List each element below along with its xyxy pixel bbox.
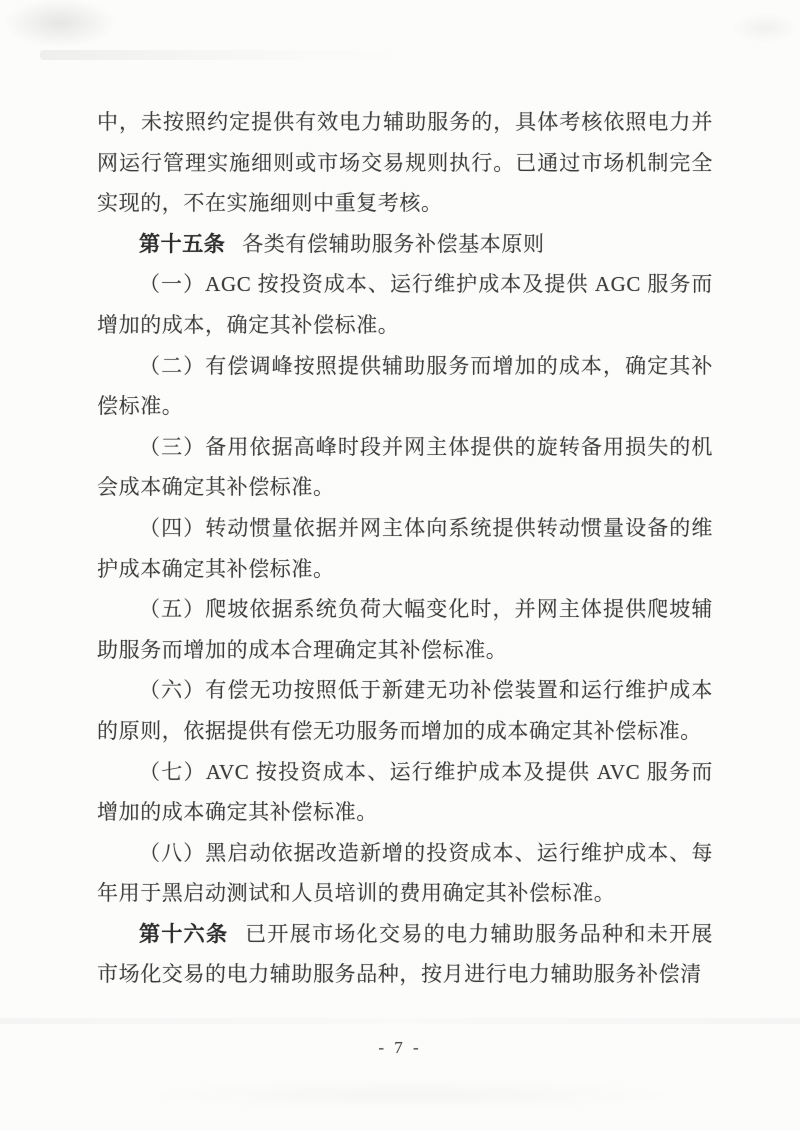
page-number: - 7 - <box>378 1038 422 1057</box>
paragraph-text: （五）爬坡依据系统负荷大幅变化时，并网主体提供爬坡辅助服务而增加的成本合理确定其补偿标准。 <box>97 597 713 662</box>
article-16-text: 已开展市场化交易的电力辅助服务品种和未开展市场化交易的电力辅助服务品种，按月进行电力辅助服务补偿清 <box>97 921 713 987</box>
paragraph-continued <box>97 102 713 224</box>
item-7-avc <box>97 752 713 833</box>
scan-streak-bottom <box>0 1018 800 1024</box>
paragraph-text: （四）转动惯量依据并网主体向系统提供转动惯量设备的维护成本确定其补偿标准。 <box>97 515 713 581</box>
item-1-agc <box>97 264 713 345</box>
article-15-heading <box>97 224 713 265</box>
paragraph-text: （七）AVC 按投资成本、运行维护成本及提供 AVC 服务而增加的成本确定其补偿标准。 <box>97 759 713 825</box>
paragraph-text: （二）有偿调峰按照提供辅助服务而增加的成本，确定其补偿标准。 <box>97 353 713 419</box>
paragraph-text: （六）有偿无功按照低于新建无功补偿装置和运行维护成本的原则，依据提供有偿无功服务而增加的成本确定其补偿标准。 <box>97 678 713 743</box>
item-3-reserve <box>97 427 713 508</box>
item-5-ramping <box>97 589 713 670</box>
paragraph-text: （三）备用依据高峰时段并网主体提供的旋转备用损失的机会成本确定其补偿标准。 <box>97 434 713 500</box>
item-8-black-start <box>97 833 713 914</box>
item-4-rotational-inertia <box>97 508 713 589</box>
scan-streak-top <box>40 50 420 60</box>
scan-smudge-top-right <box>720 8 800 48</box>
item-2-paid-peak-regulation <box>97 346 713 427</box>
article-15-title: 各类有偿辅助服务补偿基本原则 <box>242 231 545 256</box>
scan-smudge-bottom <box>60 1075 760 1115</box>
paragraph-text: 中，未按照约定提供有效电力辅助服务的，具体考核依照电力并网运行管理实施细则或市场交易规则执行。已通过市场机制完全实现的，不在实施细则中重复考核。 <box>97 110 713 216</box>
item-6-paid-reactive-power <box>97 670 713 751</box>
paragraph-text: （八）黑启动依据改造新增的投资成本、运行维护成本、每年用于黑启动测试和人员培训的费用确定其补偿标准。 <box>97 840 713 906</box>
article-15-number: 第十五条 <box>139 231 226 256</box>
paragraph-text: （一）AGC 按投资成本、运行维护成本及提供 AGC 服务而增加的成本，确定其补偿标准。 <box>97 272 713 337</box>
scan-smudge-top-left <box>0 0 140 58</box>
article-16-number: 第十六条 <box>139 921 229 946</box>
article-16-paragraph <box>97 914 713 995</box>
document-body <box>97 102 713 995</box>
